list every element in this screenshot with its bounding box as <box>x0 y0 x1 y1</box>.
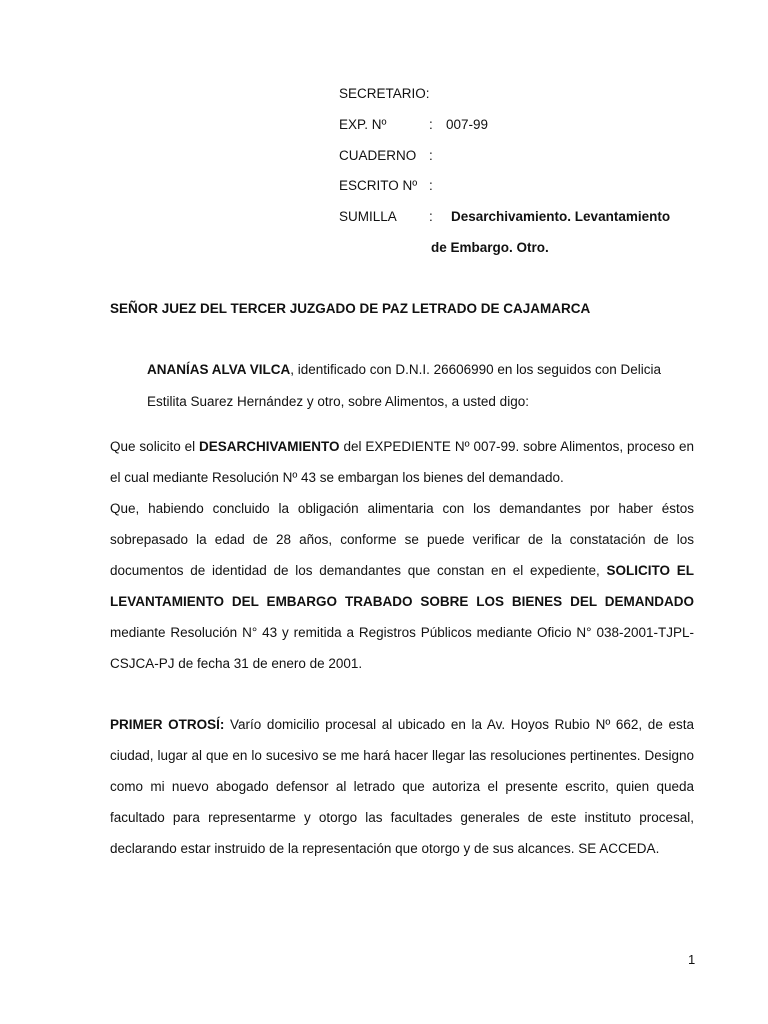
cuaderno-label: CUADERNO <box>339 148 417 163</box>
sumilla-label: SUMILLA <box>339 209 397 224</box>
request-p2-bold: SOLICITO EL LEVANTAMIENTO DEL EMBARGO TRABADO SOBRE LOS BIENES DEL DEMANDADO <box>110 563 694 609</box>
otrosi-text: Varío domicilio procesal al ubicado en la Av. Hoyos Rubio Nº 662, de esta ciudad, lugar al que en lo sucesivo se me hará hacer llegar las resoluciones pertinentes. Designo como mi nuevo abogado defensor al letrado que autoriza el presente escrito, quien queda facultado para representarme y otorgo las facultades generales de este instituto procesal, declarando estar instruido de la representación que otorgo y de sus alcances. SE ACCEDA. <box>110 717 694 856</box>
addressee-heading: SEÑOR JUEZ DEL TERCER JUZGADO DE PAZ LETRADO DE CAJAMARCA <box>110 301 591 316</box>
intro-line-1 <box>147 362 661 377</box>
intro-line-1-text: , identificado con D.N.I. 26606990 en los seguidos con Delicia <box>290 362 661 377</box>
request-p1-bold: DESARCHIVAMIENTO <box>199 439 340 454</box>
request-p2-text-b: mediante Resolución N° 43 y remitida a Registros Públicos mediante Oficio N° 038-2001-TJPL-CSJCA-PJ de fecha 31 de enero de 2001. <box>110 625 694 671</box>
request-p2-text-a: Que, habiendo concluido la obligación alimentaria con los demandantes por haber éstos sobrepasado la edad de 28 años, conforme se puede verificar de la constatación de los documentos de identidad de los demandantes que constan en el expediente, <box>110 501 694 578</box>
otrosi-label: PRIMER OTROSÍ: <box>110 717 225 732</box>
request-p1-text-a: Que solicito el <box>110 439 200 454</box>
exp-value: 007-99 <box>446 117 489 132</box>
request-p1-text-b: del EXPEDIENTE Nº 007-99. sobre Alimentos, proceso en el cual mediante Resolución Nº 43 se embargan los bienes del demandado. <box>110 439 694 485</box>
cuaderno-colon: : <box>429 148 433 163</box>
petitioner-name: ANANÍAS ALVA VILCA <box>147 362 291 377</box>
escrito-colon: : <box>429 178 433 193</box>
escrito-label: ESCRITO Nº <box>339 178 418 193</box>
exp-colon: : <box>429 117 433 132</box>
sumilla-colon: : <box>429 209 433 224</box>
otrosi-paragraph <box>110 709 694 864</box>
page-number: 1 <box>688 952 696 967</box>
request-paragraph-1 <box>110 431 694 493</box>
secretario-label: SECRETARIO: <box>339 86 430 101</box>
request-paragraph-2 <box>110 493 694 679</box>
intro-line-2: Estilita Suarez Hernández y otro, sobre Alimentos, a usted digo: <box>147 394 529 409</box>
sumilla-line-1: Desarchivamiento. Levantamiento <box>451 209 671 224</box>
exp-label: EXP. Nº <box>339 117 387 132</box>
sumilla-line-2: de Embargo. Otro. <box>431 240 549 255</box>
